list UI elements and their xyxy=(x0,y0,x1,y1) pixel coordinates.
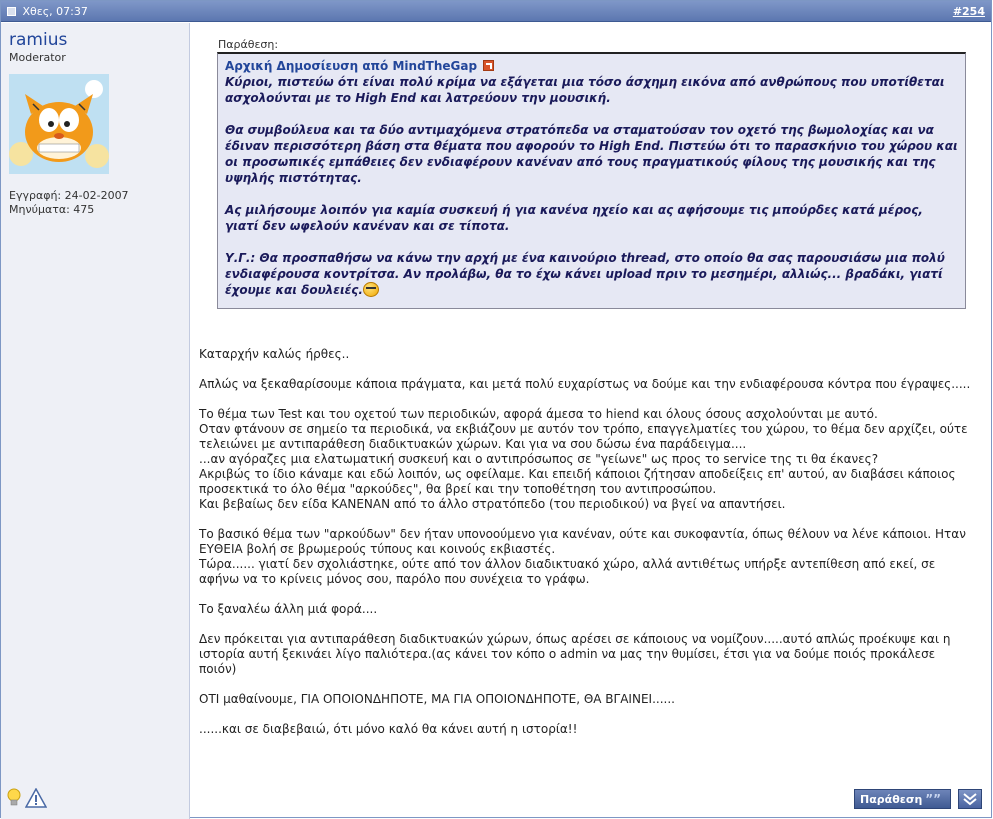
lightbulb-icon xyxy=(7,788,21,808)
author-post-count: Μηνύματα: 475 xyxy=(9,203,95,216)
message-line: Το ξαναλέω άλλη μιά φορά.... xyxy=(199,602,378,616)
message-line: ......και σε διαβεβαιώ, ότι μόνο καλό θα κάνει αυτή η ιστορία!! xyxy=(199,722,578,736)
post-content xyxy=(191,23,992,819)
quote-block xyxy=(217,52,966,309)
quote-button-label: Παράθεση xyxy=(860,793,923,806)
quote-paragraph: Ας μιλήσουμε λοιπόν για καμία συσκευή ή για κανένα ηχείο και ας αφήσουμε τις μπούρδες κατά μέρος, γιατί δεν ωφελούν κανέναν και σε τίποτα. xyxy=(225,203,923,233)
post-timestamp: Χθες, 07:37 xyxy=(22,5,88,18)
quote-marks-icon: ”” xyxy=(925,792,942,806)
avatar[interactable] xyxy=(9,74,109,174)
quote-author-text: Αρχική Δημοσίευση από MindTheGap xyxy=(225,59,478,73)
quote-body xyxy=(225,74,958,298)
view-post-icon[interactable] xyxy=(483,60,494,71)
author-joined: Εγγραφή: 24-02-2007 xyxy=(9,189,129,202)
warning-icon[interactable] xyxy=(25,788,47,808)
quote-paragraph-last xyxy=(225,250,958,298)
author-sidebar xyxy=(1,23,190,819)
multiquote-button[interactable] xyxy=(958,789,982,809)
author-username[interactable]: ramius xyxy=(9,30,68,50)
author-info xyxy=(9,189,129,217)
message-body xyxy=(199,347,974,752)
post-header xyxy=(1,1,991,22)
quote-label: Παράθεση: xyxy=(218,38,279,51)
post-status-icons xyxy=(7,788,47,808)
message-line: ΟΤΙ μαθαίνουμε, ΓΙΑ ΟΠΟΙΟΝΔΗΠΟΤΕ, ΜΑ ΓΙΑ ΟΠΟΙΟΝΔΗΠΟΤΕ, ΘΑ ΒΓΑΙΝΕΙ...... xyxy=(199,692,675,706)
quote-paragraph: Κύριοι, πιστεύω ότι είναι πολύ κρίμα να εξάγεται μια τόσο άσχημη εικόνα από ανθρώπους που υποτίθεται ασχολούνται με το High End και λατρεύουν την μουσική. xyxy=(225,75,945,105)
quote-paragraph-text: Υ.Γ.: Θα προσπαθήσω να κάνω την αρχή με ένα καινούριο thread, στο οποίο θα σας παρουσιάσω μια πολύ ενδιαφέρουσα κοντρίτσα. Αν προλάβω, θα το έχω κάνει upload πριν το μεσημέρι, αλλιώς... βραδάκι, γιατί έχουμε και δουλειές. xyxy=(225,251,945,297)
message-line: Το θέμα των Test και του οχετού των περιοδικών, αφορά άμεσα το hiend και όλους όσους ασχολούνται με αυτό. Οταν φτάνουν σε σημείο τα περιοδικά, να εκβιάζουν με αυτόν τον τρόπο, επαγγελματίες του χώρου, το θέμα δεν αρχίζει, ούτε τελειώνει με αντιπαράθεση διαδικτυακών χώρων. Και για να σου δώσω ένα παράδειγμα.... ...αν αγόραζες μια ελατωματική συσκευή και ο αντιπρόσωπος σε "γείωνε" ως προς το service της τι θα έκανες? Ακριβώς το ίδιο κάναμε και εδώ λοιπόν, ως οφείλαμε. Και επειδή κάποιοι ζήτησαν αποδείξεις επ' αυτού, αν διαβάσει κάποιος προσεκτικά το όλο θέμα "αρκούδες", θα βρεί και την τοποθέτηση του αντιπροσώπου. Και βεβαίως δεν είδα ΚΑΝΕΝΑΝ από το άλλο στρατόπεδο (του περιοδικού) να βγεί να απαντήσει. xyxy=(199,407,968,511)
message-line: Καταρχήν καλώς ήρθες.. xyxy=(199,347,350,361)
message-line: Απλώς να ξεκαθαρίσουμε κάποια πράγματα, και μετά πολύ ευχαρίστως να δούμε και την ενδιαφέρουσα κόντρα που έγραψες..... xyxy=(199,377,971,391)
message-line: Δεν πρόκειται για αντιπαράθεση διαδικτυακών χώρων, όπως αρέσει σε κάποιους να νομίζουν.....αυτό απλώς προέκυψε και η ιστορία αυτή ξεκινάει λίγο παλιότερα.(ας κάνει τον κόπο ο admin να μας την θυμίσει, έτσι για να δούμε ποιός προκάλεσε ποιόν) xyxy=(199,632,951,676)
quote-button[interactable] xyxy=(854,789,951,809)
quote-author xyxy=(225,59,958,73)
post-number-hash: # xyxy=(952,5,963,18)
quote-paragraph: Θα συμβούλευα και τα δύο αντιμαχόμενα στρατόπεδα να σταματούσαν τον οχετό της βωμολοχίας και να έδιναν περισσότερη βάση στα θέματα που αφορούν το High End. Πιστεύω ότι το παρασκήνιο του χώρου και οι προσωπικές εμπάθειες δεν ενδιαφέρουν κανέναν από τους πραγματικούς φίλους της μουσικής και της υψηλής πιστότητας. xyxy=(225,123,958,185)
message-line: Το βασικό θέμα των "αρκούδων" δεν ήταν υπονοούμενο για κανέναν, ούτε και συκοφαντία, όπως θέλουν να λένε κάποιοι. Ηταν ΕΥΘΕΙΑ βολή σε βρωμερούς τύπους και κοινούς εκβιαστές. Τώρα...... γιατί δεν σχολιάστηκε, ούτε από τον άλλον διαδικτυακό χώρο, αλλά αντιθέτως υπήρξε αντεπίθεση από εκεί, σε αφήνω να το κρίνεις μόνος σου, παρόλο που συνέχεια το γράφω. xyxy=(199,527,966,586)
post-number: 254 xyxy=(962,5,985,18)
author-title: Moderator xyxy=(9,51,66,64)
multiquote-icon xyxy=(959,790,981,808)
post-icon xyxy=(7,7,16,16)
smiley-icon xyxy=(363,282,379,297)
post-number-link[interactable] xyxy=(953,1,985,22)
